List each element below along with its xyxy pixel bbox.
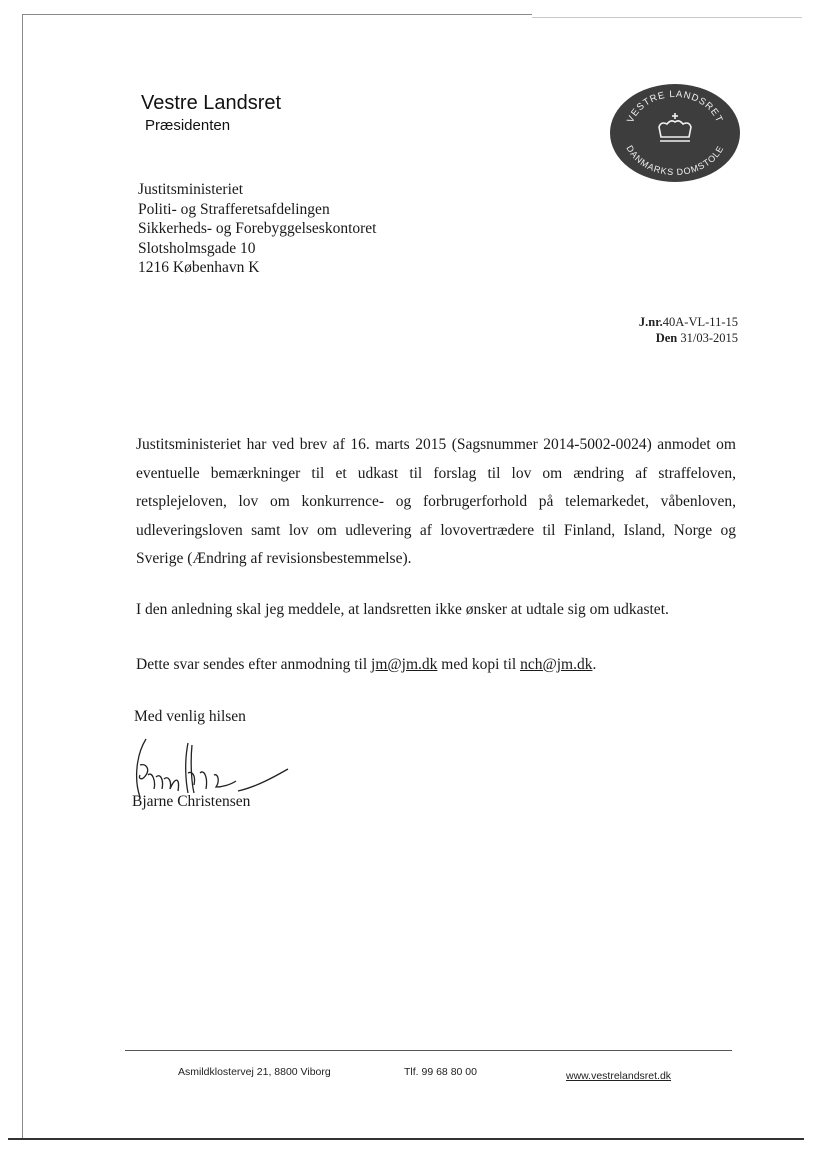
copy-text-start: Dette svar sendes efter anmodning til (136, 656, 372, 673)
jnr-label: J.nr. (638, 315, 663, 329)
scan-edge-top-faint (532, 17, 802, 18)
date-label: Den (655, 331, 678, 345)
footer-divider (125, 1050, 732, 1051)
jnr-value: 40A-VL-11-15 (662, 315, 738, 329)
body-paragraph-request: Justitsministeriet har ved brev af 16. marts 2015 (Sagsnummer 2014-5002-0024) anmodet om eventuelle bemærkninger til et udkast til forslag til lov om ændring af straffeloven, retsplejeloven, lov om konkurrence- og forbrugerforhold på telemarkedet, våbenloven, udleveringsloven samt lov om udlevering af lovovertrædere til Finland, Island, Norge og Sverige (Ændring af revisionsbestemmelse). (136, 436, 736, 567)
footer-address: Asmildklostervej 21, 8800 Viborg (178, 1066, 331, 1078)
footer-website-link[interactable]: www.vestrelandsret.dk (566, 1070, 672, 1082)
email-link-nch[interactable]: nch@jm.dk (520, 656, 593, 673)
scan-edge-top (22, 14, 532, 15)
recipient-line: Politi- og Strafferetsafdelingen (138, 200, 330, 218)
copy-text-middle: med kopi til (437, 656, 521, 673)
body-paragraph-copy (136, 656, 596, 674)
recipient-line: Sikkerheds- og Forebyggelseskontoret (138, 220, 377, 237)
recipient-address (138, 180, 377, 278)
scan-edge-left (22, 14, 23, 1138)
court-name: Vestre Landsret (141, 92, 282, 114)
closing-greeting: Med venlig hilsen (134, 708, 246, 725)
svg-text:DANMARKS DOMSTOLE: DANMARKS DOMSTOLE (624, 143, 726, 178)
svg-text:VESTRE LANDSRET: VESTRE LANDSRET (625, 88, 725, 125)
footer-phone: Tlf. 99 68 80 00 (404, 1066, 477, 1078)
recipient-line: Justitsministeriet (138, 181, 244, 198)
body-paragraph-response: I den anledning skal jeg meddele, at landsretten ikke ønsker at udtale sig om udkastet. (136, 601, 669, 618)
copy-text-end: . (592, 656, 597, 673)
recipient-line: Slotsholmsgade 10 (138, 239, 256, 257)
scan-edge-bottom (8, 1138, 804, 1140)
court-office: Præsidenten (145, 117, 231, 134)
email-link-jm[interactable]: jm@jm.dk (371, 656, 438, 673)
recipient-line: 1216 København K (138, 259, 260, 276)
date-value: 31/03-2015 (680, 331, 738, 345)
court-seal-logo (609, 83, 741, 183)
reference-block (639, 314, 738, 346)
signer-name: Bjarne Christensen (132, 793, 251, 810)
